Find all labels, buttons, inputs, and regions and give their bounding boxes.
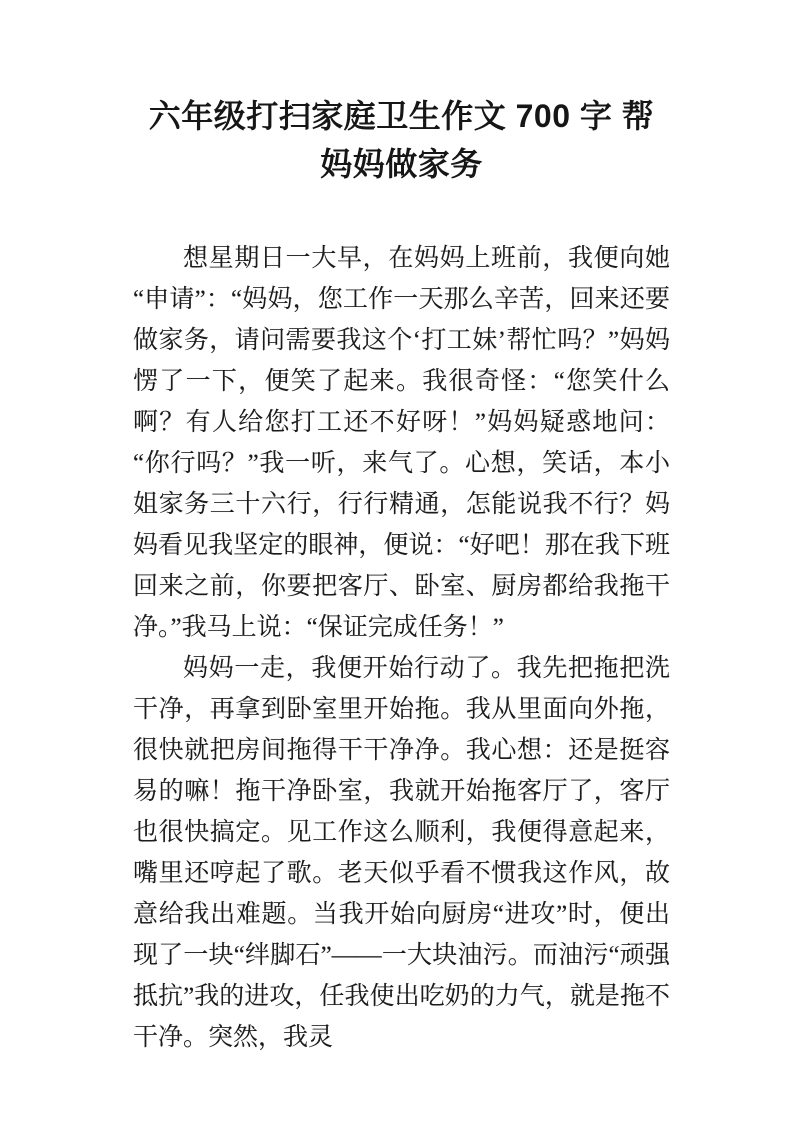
essay-body [133, 238, 670, 1058]
essay-paragraph-1: 想星期日一大早，在妈妈上班前，我便向她“申请”：“妈妈，您工作一天那么辛苦，回来还要做家务，请问需要我这个‘打工妹’帮忙吗？”妈妈愣了一下，便笑了起来。我很奇怪：“您笑什么啊？有人给您打工还不好呀！”妈妈疑惑地问：“你行吗？”我一听，来气了。心想，笑话，本小姐家务三十六行，行行精通，怎能说我不行？妈妈看见我坚定的眼神，便说：“好吧！那在我下班回来之前，你要把客厅、卧室、厨房都给我拖干净。”我马上说：“保证完成任务！” [133, 245, 670, 641]
essay-title: 六年级打扫家庭卫生作文 700 字 帮妈妈做家务 [148, 98, 655, 182]
essay-paragraph-2: 妈妈一走，我便开始行动了。我先把拖把洗干净，再拿到卧室里开始拖。我从里面向外拖，很快就把房间拖得干干净净。我心想：还是挺容易的嘛！拖干净卧室，我就开始拖客厅了，客厅也很快搞定。见工作这么顺利，我便得意起来，嘴里还哼起了歌。老天似乎看不惯我这作风，故意给我出难题。当我开始向厨房“进攻”时，便出现了一块“绊脚石”——一大块油污。而油污“顽强抵抗”我的进攻，任我使出吃奶的力气，就是拖不干净。突然，我灵 [133, 655, 670, 1051]
